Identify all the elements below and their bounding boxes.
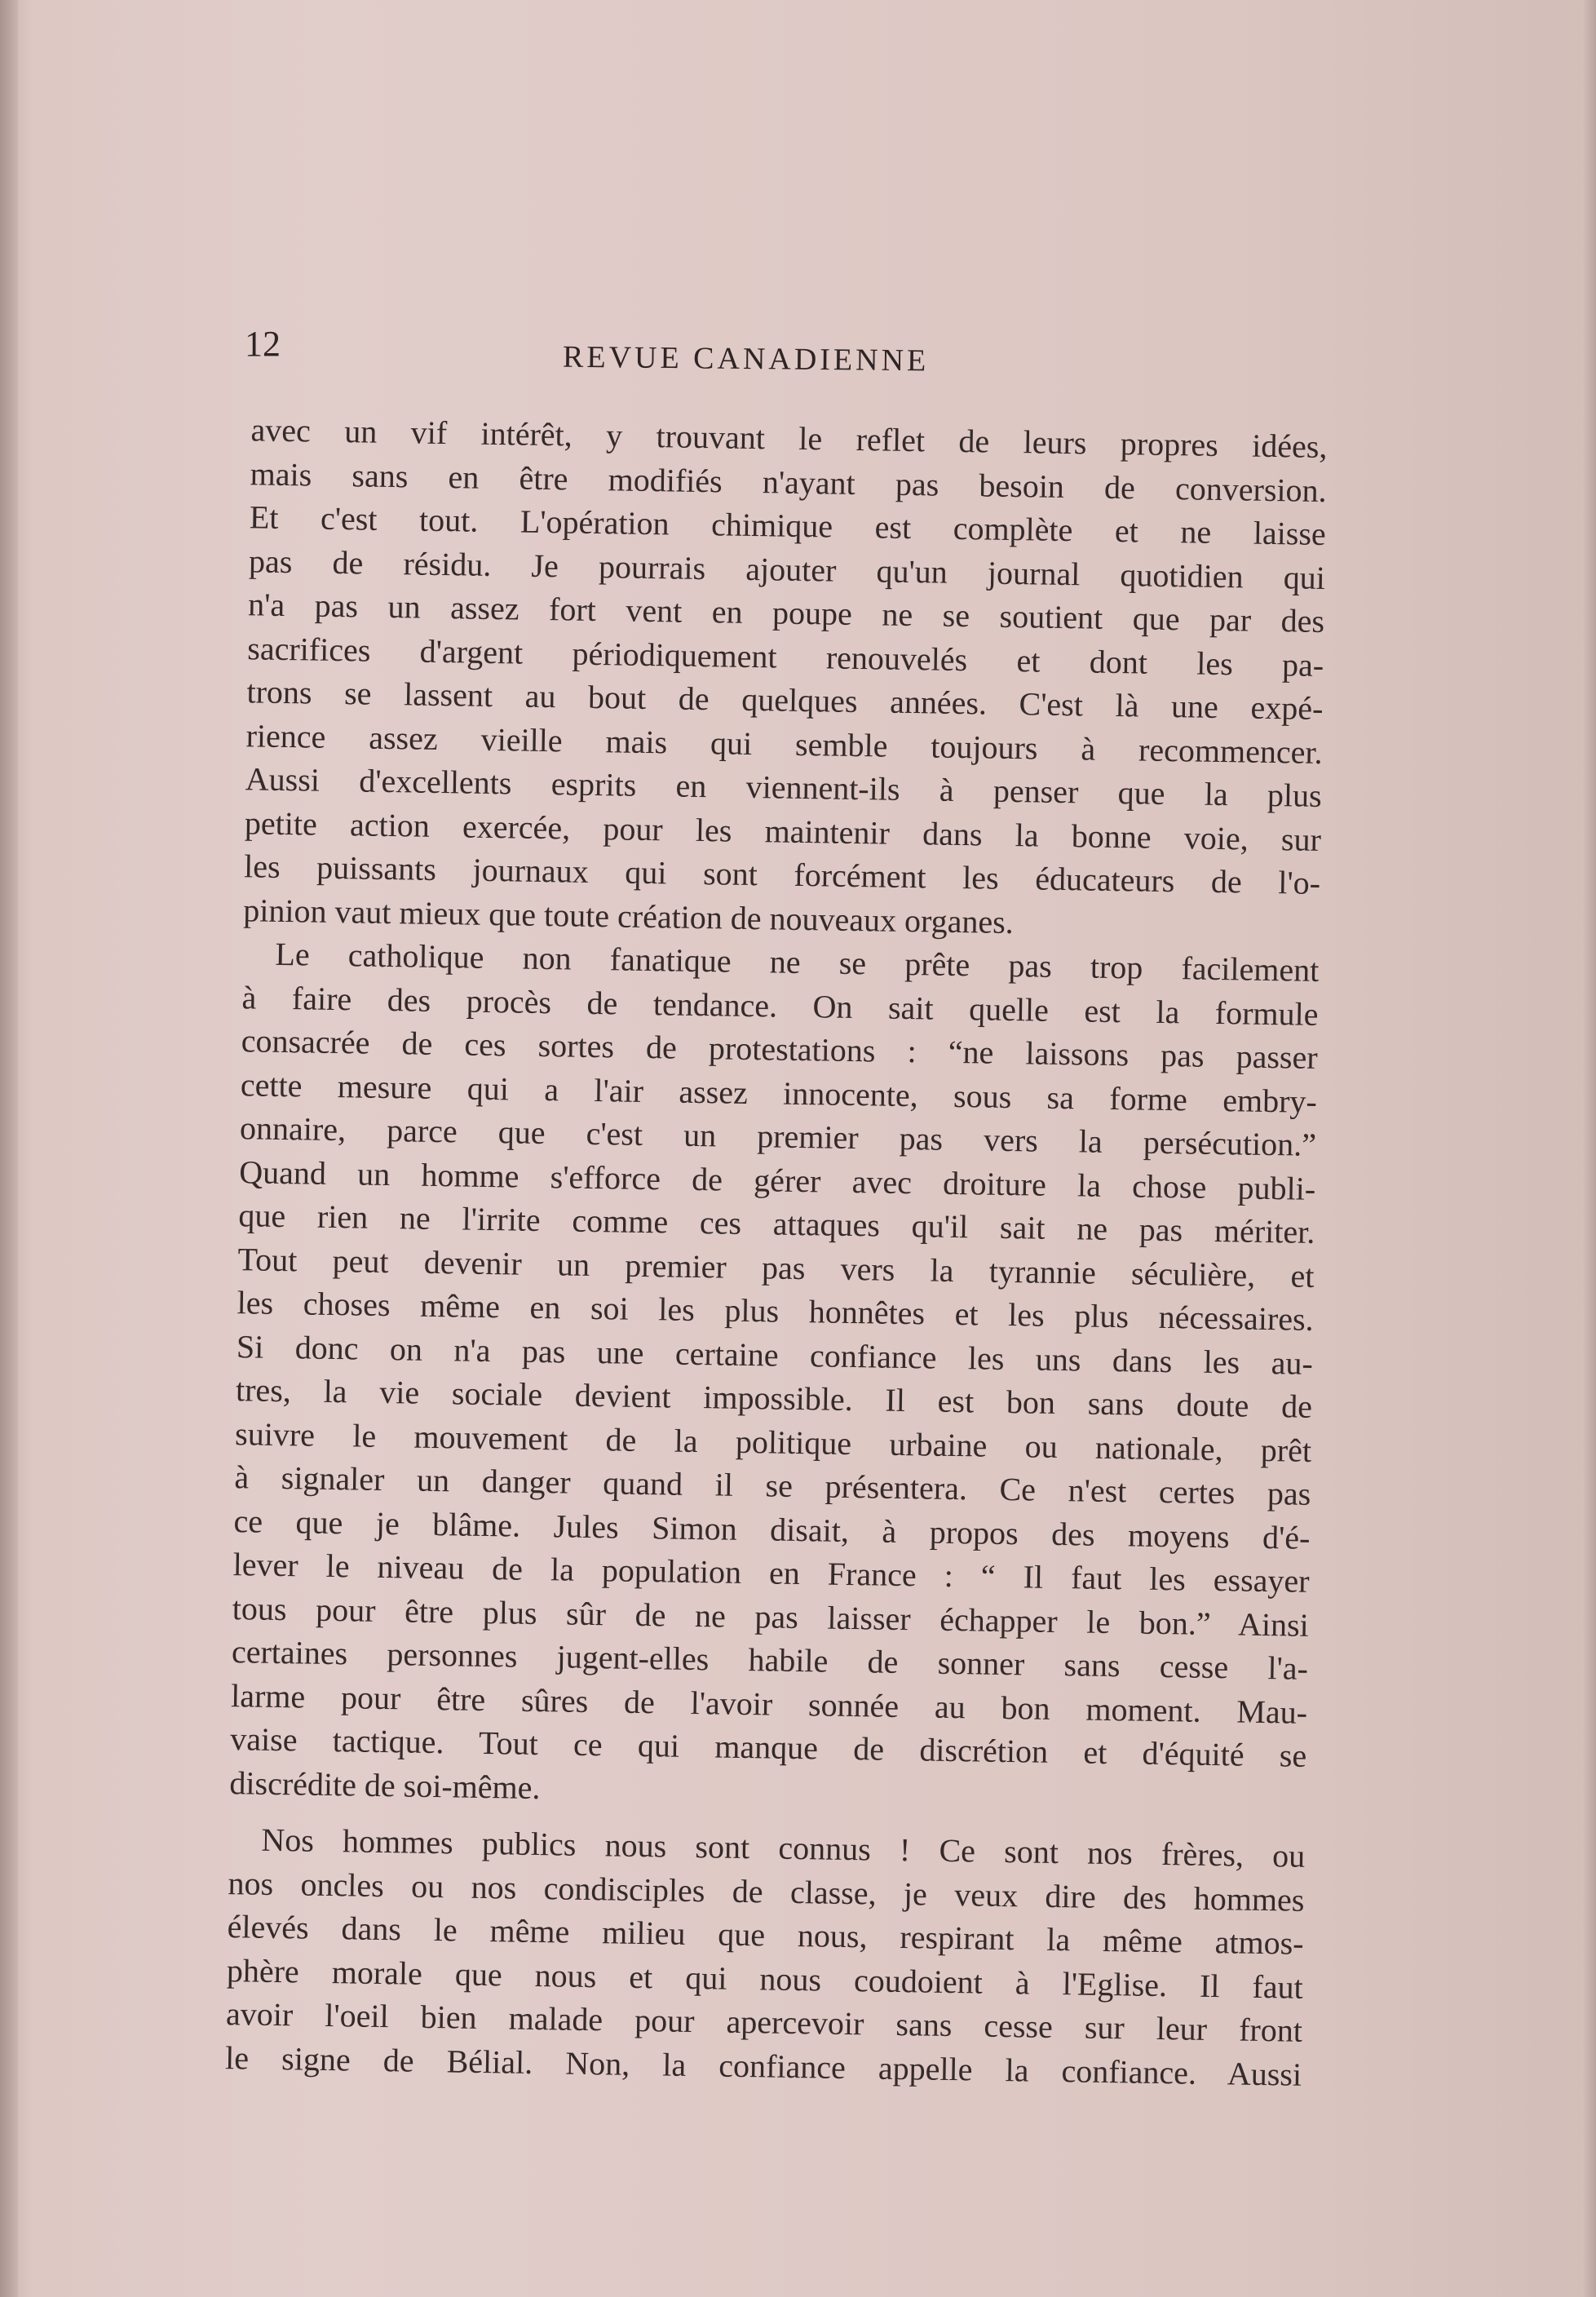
text-line: trons se lassent au bout de quelques années. C'est là une expé- <box>246 673 1324 728</box>
text-line: sacrifices d'argent périodiquement renouvelés et dont les pa- <box>247 629 1324 684</box>
text-line: lever le niveau de la population en France : “ Il faut les essayer <box>232 1546 1310 1600</box>
paragraph <box>209 1817 1306 2096</box>
text-line: élevés dans le même milieu que nous, respirant la même atmos- <box>227 1908 1304 1962</box>
text-line: Et c'est tout. L'opération chimique est complète et ne laisse <box>249 498 1327 553</box>
text-line: Si donc on n'a pas une certaine confiance les uns dans les au- <box>236 1327 1314 1382</box>
text-line: phère morale que nous et qui nous coudoient à l'Eglise. Il faut <box>226 1951 1304 2006</box>
text-line: Le catholique non fanatique ne se prête pas trop facilement <box>275 935 1320 989</box>
text-line: Quand un homme s'efforce de gérer avec droiture la chose publi- <box>238 1153 1316 1207</box>
text-line: avec un vif intérêt, y trouvant le reflet de leurs propres idées, <box>250 411 1328 466</box>
text-line: Nos hommes publics nous sont connus ! Ce sont nos frères, ou <box>261 1821 1306 1874</box>
text-line: tres, la vie sociale devient impossible. Il est bon sans doute de <box>235 1371 1313 1425</box>
text-line: petite action exercée, pour les maintenir dans la bonne voie, sur <box>244 803 1322 858</box>
running-head <box>245 323 1028 378</box>
text-line: à signaler un danger quand il se présentera. Ce n'est certes pas <box>234 1458 1311 1512</box>
body-text <box>209 408 1328 2096</box>
text-line: onnaire, parce que c'est un premier pas vers la persécution.” <box>239 1109 1317 1163</box>
journal-title: REVUE CANADIENNE <box>562 339 930 378</box>
text-line: ce que je blâme. Jules Simon disait, à propos des moyens d'é- <box>233 1502 1311 1556</box>
text-line: larme pour être sûres de l'avoir sonnée au bon moment. Mau- <box>230 1676 1308 1731</box>
text-line: nos oncles ou nos condisciples de classe, je veux dire des hommes <box>228 1864 1305 1919</box>
text-line: tous pour être plus sûr de ne pas laisser échapper le bon.” Ainsi <box>232 1589 1310 1644</box>
text-line: vaise tactique. Tout ce qui manque de discrétion et d'équité se <box>230 1720 1307 1774</box>
text-line: le signe de Bélial. Non, la confiance appelle la confiance. Aussi <box>224 2038 1302 2093</box>
text-line: Aussi d'excellents esprits en viennent-ils à penser que la plus <box>245 760 1323 814</box>
text-line: suivre le mouvement de la politique urbaine ou nationale, prêt <box>234 1414 1312 1469</box>
text-line: discrédite de soi-même. <box>229 1764 541 1806</box>
text-line: avoir l'oeil bien malade pour apercevoir sans cesse sur leur front <box>225 1995 1303 2049</box>
text-line: les choses même en soi les plus honnêtes et les plus nécessaires. <box>237 1284 1314 1338</box>
page-edge-right <box>1581 0 1596 2297</box>
page-edge-left <box>0 0 18 2297</box>
text-line: consacrée de ces sortes de protestations : “ne laissons pas passer <box>241 1022 1319 1076</box>
text-line: rience assez vieille mais qui semble toujours à recommencer. <box>245 716 1323 771</box>
text-line: à faire des procès de tendance. On sait quelle est la formule <box>241 978 1319 1033</box>
page-number: 12 <box>245 324 281 364</box>
text-line: Tout peut devenir un premier pas vers la tyrannie séculière, et <box>237 1240 1315 1295</box>
text-line: pas de résidu. Je pourrais ajouter qu'un journal quotidien qui <box>248 542 1326 596</box>
paragraph <box>227 408 1328 949</box>
text-line: les puissants journaux qui sont forcément les éducateurs de l'o- <box>243 848 1321 901</box>
paragraph <box>213 932 1320 1821</box>
text-line: pinion vaut mieux que toute création de nouveaux organes. <box>242 891 1015 940</box>
text-line: mais sans en être modifiés n'ayant pas besoin de conversion. <box>250 454 1327 509</box>
text-line: que rien ne l'irrite comme ces attaques qu'il sait ne pas mériter. <box>238 1197 1315 1250</box>
text-line: n'a pas un assez fort vent en poupe ne se soutient que par des <box>247 586 1325 640</box>
text-line: cette mesure qui a l'air assez innocente, sous sa forme embry- <box>240 1065 1318 1120</box>
text-line: certaines personnes jugent-elles habile de sonner sans cesse l'a- <box>231 1633 1309 1687</box>
